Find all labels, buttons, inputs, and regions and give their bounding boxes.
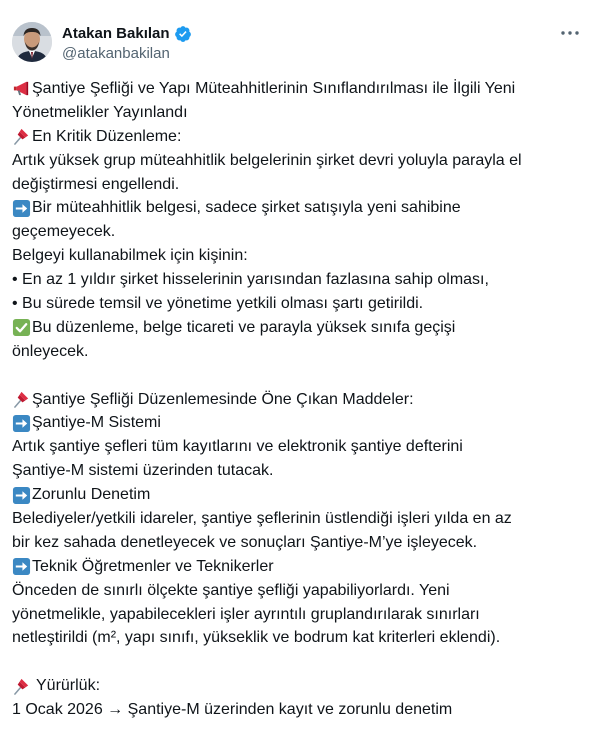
paragraph-text: Artık yüksek grup müteahhitlik belgelerinin şirket devri yoluyla parayla el [12, 151, 522, 169]
author-handle[interactable]: @atakanbakilan [62, 45, 170, 62]
subsection-heading: Teknik Öğretmenler ve Teknikerler [32, 557, 274, 575]
right-arrow-icon [12, 557, 31, 576]
paragraph-text: geçemeyecek. [12, 223, 116, 241]
tweet-line [12, 268, 598, 292]
tweet-line [12, 507, 598, 531]
more-options-icon [560, 30, 580, 36]
right-arrow-icon [12, 486, 31, 505]
paragraph-text: netleştirildi (m², yapı sınıfı, yükseklik ve bodrum kat kriterleri eklendi). [12, 629, 501, 647]
paragraph-text: 1 Ocak 2026 → Şantiye-M üzerinden kayıt ve zorunlu denetim [12, 701, 453, 719]
bullet-item: • Bu sürede temsil ve yönetime yetkili olması şartı getirildi. [12, 295, 424, 313]
bullet-item: • En az 1 yıldır şirket hisselerinin yarısından fazlasına sahip olması, [12, 271, 489, 289]
tweet-header [0, 0, 607, 80]
tweet-line [12, 340, 598, 364]
tweet-line [12, 555, 598, 579]
more-options-button[interactable] [556, 22, 584, 44]
tweet-line [12, 674, 598, 698]
avatar[interactable] [12, 22, 52, 62]
blank-line [12, 364, 598, 388]
section-heading: Şantiye Şefliği Düzenlemesinde Öne Çıkan Maddeler: [32, 390, 414, 408]
paragraph-text: Bu düzenleme, belge ticareti ve parayla yüksek sınıfa geçişi [32, 318, 456, 336]
paragraph-text: yönetmelikle, yapabilecekleri işler ayrıntılı gruplandırılarak sınırları [12, 605, 480, 623]
paragraph-text: Önceden de sınırlı ölçekte şantiye şefliği yapabiliyorlardı. Yeni [12, 581, 450, 599]
blank-line [12, 650, 598, 674]
tweet-line [12, 244, 598, 268]
tweet-line [12, 173, 598, 197]
section-heading: Yürürlük: [36, 677, 101, 695]
tweet-line [12, 483, 598, 507]
tweet-line [12, 316, 598, 340]
paragraph-text: bir kez sahada denetleyecek ve sonuçları Şantiye-M’ye işleyecek. [12, 533, 478, 551]
avatar-photo [12, 22, 52, 62]
right-arrow-icon [12, 199, 31, 218]
tweet-line [12, 77, 598, 101]
paragraph-text: Belediyeler/yetkili idareler, şantiye şeflerinin üstlendiği işleri yılda en az [12, 510, 512, 528]
pushpin-icon [12, 390, 31, 409]
tweet-line [12, 101, 598, 125]
tweet-line [12, 603, 598, 627]
paragraph-text: değiştirmesi engellendi. [12, 175, 180, 193]
tweet-line [12, 149, 598, 173]
tweet-line [12, 435, 598, 459]
tweet-text [12, 77, 598, 722]
announcement-title: Şantiye Şefliği ve Yapı Müteahhitlerinin Sınıflandırılması ile İlgili Yeni [32, 80, 516, 97]
paragraph-text: Belgeyi kullanabilmek için kişinin: [12, 247, 248, 265]
section-heading: En Kritik Düzenleme: [32, 127, 182, 145]
tweet-line [12, 411, 598, 435]
tweet-line [12, 196, 598, 220]
author-name-row [62, 24, 192, 44]
tweet-line [12, 459, 598, 483]
verified-badge-icon [174, 25, 192, 43]
subsection-heading: Zorunlu Denetim [32, 486, 151, 504]
paragraph-text: Bir müteahhitlik belgesi, sadece şirket satışıyla yeni sahibine [32, 199, 461, 217]
tweet-line [12, 626, 598, 650]
tweet-line [12, 292, 598, 316]
tweet-line [12, 388, 598, 412]
tweet-line [12, 531, 598, 555]
author-name[interactable]: Atakan Bakılan [62, 25, 170, 42]
paragraph-text: Artık şantiye şefleri tüm kayıtlarını ve elektronik şantiye defterini [12, 438, 463, 456]
paragraph-text: önleyecek. [12, 342, 89, 360]
megaphone-icon [12, 79, 31, 98]
announcement-title-cont: Yönetmelikler Yayınlandı [12, 103, 188, 121]
pushpin-icon [12, 127, 31, 146]
tweet-line [12, 125, 598, 149]
tweet-line [12, 220, 598, 244]
paragraph-text: Şantiye-M sistemi üzerinden tutacak. [12, 462, 274, 480]
check-mark-icon [12, 318, 31, 337]
tweet-line [12, 579, 598, 603]
right-arrow-icon [12, 414, 31, 433]
tweet-line [12, 698, 598, 722]
subsection-heading: Şantiye-M Sistemi [32, 414, 161, 432]
pushpin-icon [12, 677, 31, 696]
